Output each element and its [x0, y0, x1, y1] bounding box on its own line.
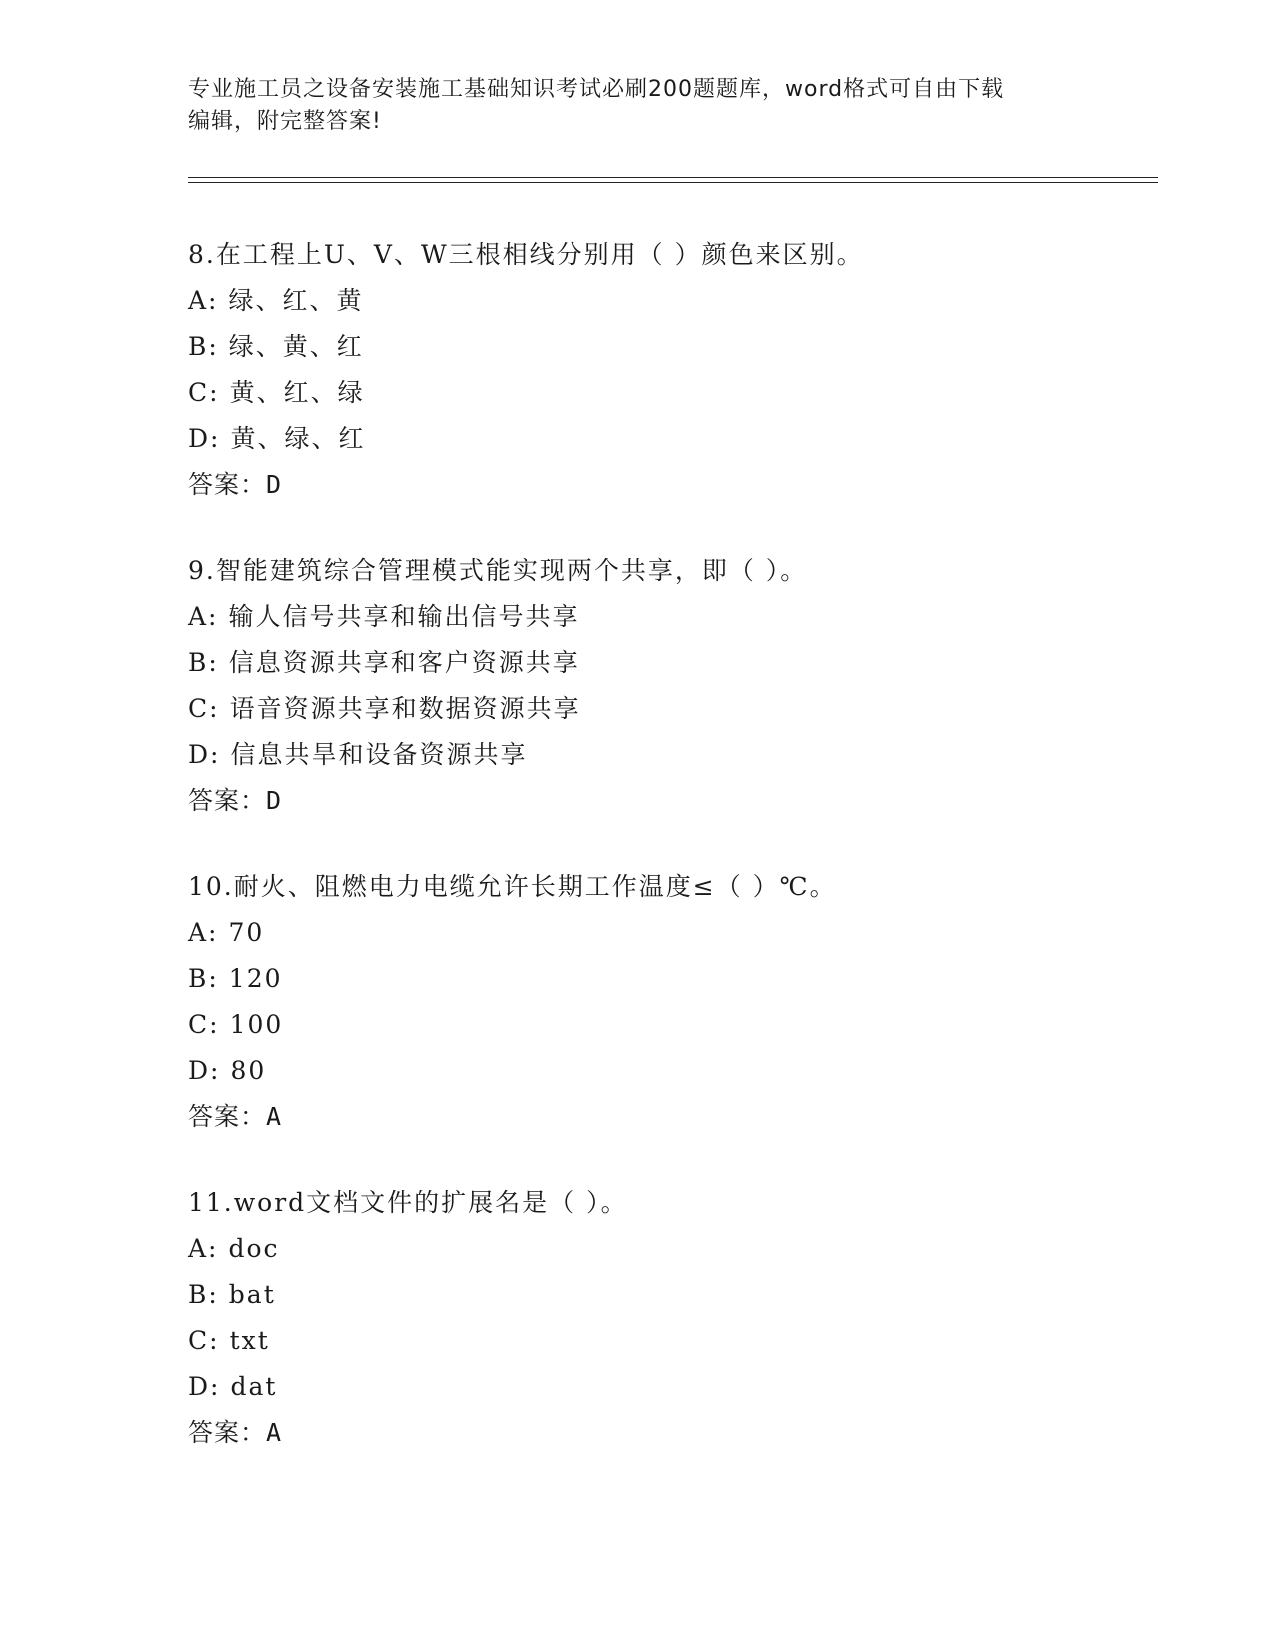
option-c — [188, 686, 1148, 732]
option-letter: C: — [188, 1010, 220, 1039]
answer-line — [188, 462, 1148, 508]
option-letter: B: — [188, 332, 219, 361]
answer-line — [188, 778, 1148, 824]
answer-line — [188, 1094, 1148, 1140]
option-letter: C: — [188, 378, 220, 407]
option-c — [188, 370, 1148, 416]
option-c — [188, 1318, 1148, 1364]
answer-label: 答案： — [188, 1102, 267, 1131]
option-text: 100 — [229, 1010, 284, 1039]
option-letter: D: — [188, 1372, 221, 1401]
option-text: 120 — [228, 964, 283, 993]
answer-value: D — [266, 786, 283, 815]
option-a — [188, 594, 1148, 640]
option-b — [188, 956, 1148, 1002]
option-d — [188, 1364, 1148, 1410]
answer-label: 答案： — [188, 1418, 267, 1447]
option-text: doc — [228, 1234, 280, 1263]
option-text: 80 — [230, 1056, 267, 1085]
option-text: txt — [229, 1326, 270, 1355]
option-text: dat — [230, 1372, 278, 1401]
option-b — [188, 640, 1148, 686]
option-letter: B: — [188, 1280, 219, 1309]
question-8 — [188, 232, 1148, 508]
question-text: 9.智能建筑综合管理模式能实现两个共享，即（ ）。 — [188, 556, 808, 585]
option-text: 语音资源共享和数据资源共享 — [229, 694, 581, 723]
option-letter: C: — [188, 1326, 220, 1355]
header-divider-bottom — [188, 182, 1158, 183]
option-a — [188, 1226, 1148, 1272]
option-letter: C: — [188, 694, 220, 723]
option-d — [188, 416, 1148, 462]
answer-value: A — [266, 1418, 283, 1447]
header-line-1: 专业施工员之设备安装施工基础知识考试必刷200题题库，word格式可自由下载 — [188, 77, 1005, 102]
option-a — [188, 910, 1148, 956]
question-text: 11.word文档文件的扩展名是（ ）。 — [188, 1188, 628, 1217]
question-text: 8.在工程上U、V、W三根相线分别用（ ）颜色来区别。 — [188, 240, 864, 269]
question-10 — [188, 864, 1148, 1140]
option-text: 信息资源共享和客户资源共享 — [228, 648, 580, 677]
answer-value: D — [266, 470, 283, 499]
option-letter: A: — [188, 1234, 219, 1263]
question-9 — [188, 548, 1148, 824]
option-d — [188, 732, 1148, 778]
option-b — [188, 324, 1148, 370]
option-text: 信息共旱和设备资源共享 — [230, 740, 528, 769]
option-a — [188, 278, 1148, 324]
option-text: bat — [228, 1280, 276, 1309]
option-letter: D: — [188, 1056, 221, 1085]
option-text: 输人信号共享和输出信号共享 — [228, 602, 580, 631]
option-text: 黄、红、绿 — [229, 378, 365, 407]
document-header — [188, 74, 1088, 138]
option-letter: B: — [188, 964, 219, 993]
option-c — [188, 1002, 1148, 1048]
answer-value: A — [266, 1102, 283, 1131]
option-text: 70 — [228, 918, 265, 947]
answer-label: 答案： — [188, 470, 267, 499]
question-text: 10.耐火、阻燃电力电缆允许长期工作温度≤（ ）℃。 — [188, 872, 837, 901]
option-b — [188, 1272, 1148, 1318]
option-text: 绿、黄、红 — [228, 332, 364, 361]
option-letter: B: — [188, 648, 219, 677]
option-text: 黄、绿、红 — [230, 424, 366, 453]
answer-label: 答案： — [188, 786, 267, 815]
option-letter: D: — [188, 424, 221, 453]
question-11 — [188, 1180, 1148, 1456]
header-line-2: 编辑，附完整答案! — [188, 109, 382, 134]
option-letter: A: — [188, 286, 219, 315]
option-letter: A: — [188, 918, 219, 947]
option-letter: A: — [188, 602, 219, 631]
option-d — [188, 1048, 1148, 1094]
answer-line — [188, 1410, 1148, 1456]
option-letter: D: — [188, 740, 221, 769]
option-text: 绿、红、黄 — [228, 286, 364, 315]
header-divider-top — [188, 177, 1158, 178]
